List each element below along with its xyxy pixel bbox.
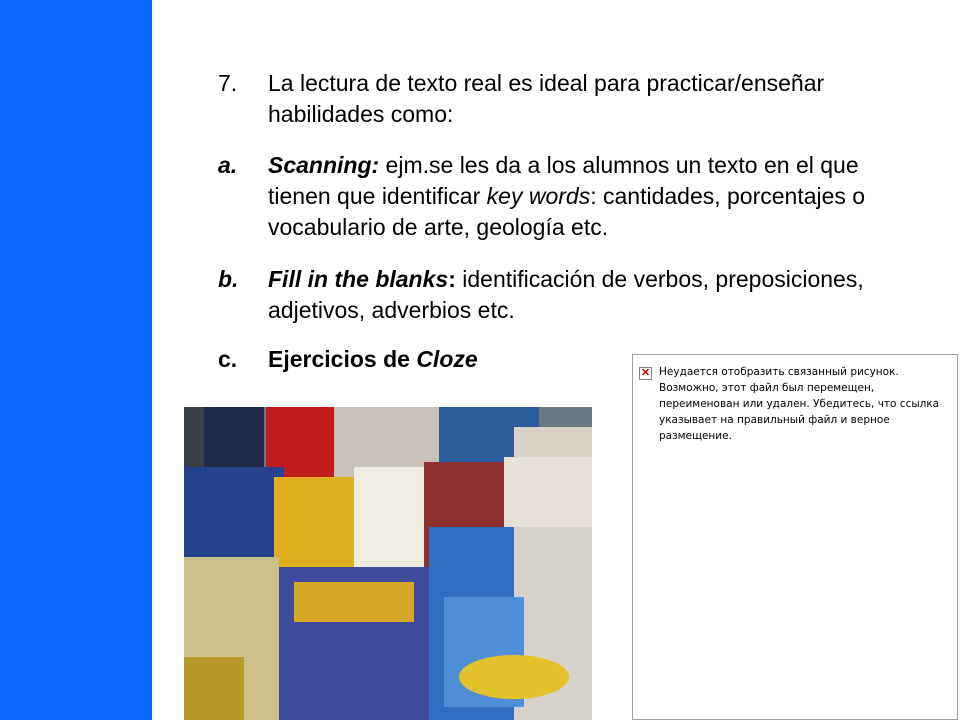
item-b-colon: : (448, 266, 456, 292)
broken-image-icon: ✕ (640, 367, 651, 379)
item-b-marker: b. (218, 266, 239, 292)
item-a (218, 150, 898, 243)
item-c-marker: c. (218, 346, 238, 372)
item-a-italic: key words (486, 183, 591, 209)
item-a-lead: Scanning: (268, 152, 380, 178)
magazine-rack-photo (184, 407, 592, 720)
item-a-text-1: ejm.se les da a los alumnos un texto en el que tienen que identificar (268, 152, 859, 209)
item-b-lead: Fill in the blanks (268, 266, 449, 292)
item-7-text: La lectura de texto real es ideal para practicar/enseñar habilidades como: (268, 70, 825, 127)
item-b-text: identificación de verbos, preposiciones, adjetivos, adverbios etc. (268, 266, 864, 323)
item-c-lead: Ejercicios de (268, 346, 417, 372)
broken-image-message: Неудается отобразить связанный рисунок. Возможно, этот файл был перемещен, переименован или удален. Убедитесь, что ссылка указывает на правильный файл и верное размещение. (659, 366, 940, 442)
magazine-rack-illustration (184, 407, 592, 720)
item-b (218, 264, 898, 326)
item-7-number: 7. (218, 70, 238, 96)
item-a-marker: a. (218, 152, 238, 178)
broken-image-placeholder (632, 354, 958, 720)
blue-sidebar (0, 0, 152, 720)
item-7 (218, 68, 898, 130)
item-a-text-2: : cantidades, porcentajes o vocabulario de arte, geología etc. (268, 183, 866, 240)
item-c-italic: Cloze (416, 346, 478, 372)
